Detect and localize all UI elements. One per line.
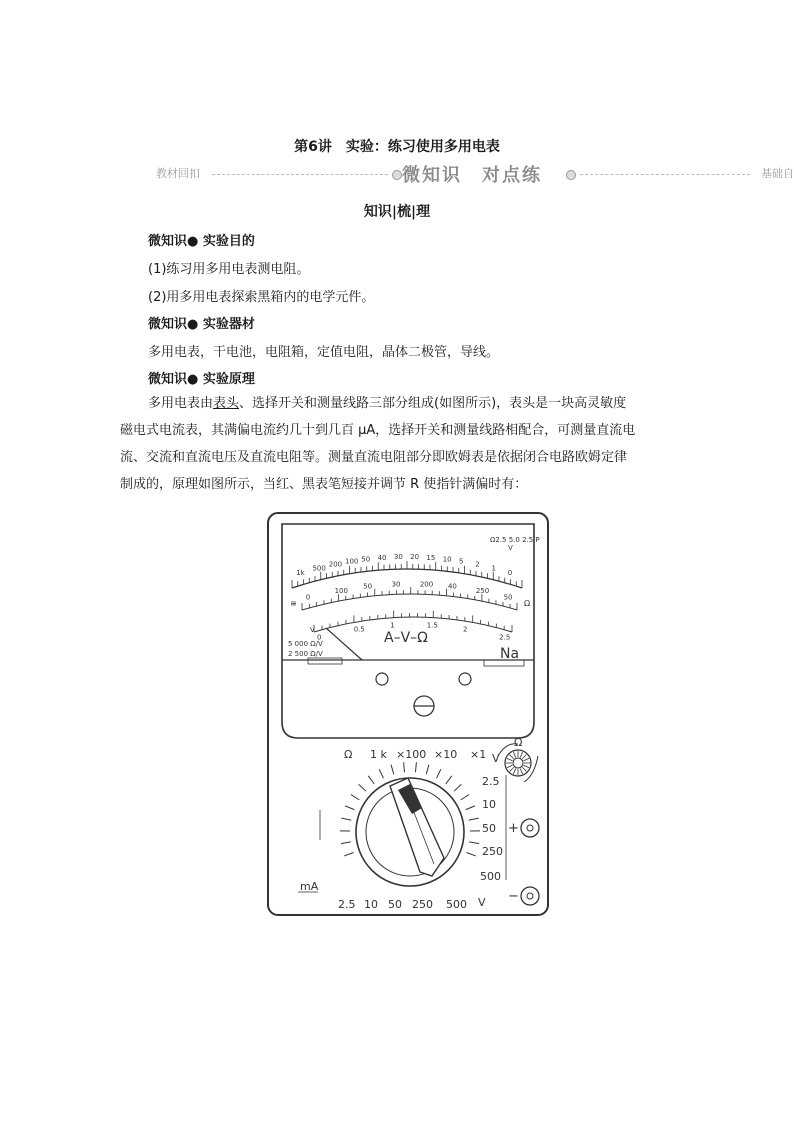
- scale-label: 0.5: [353, 625, 365, 634]
- selector-ray: [454, 784, 461, 791]
- range-bottom-labels: [300, 880, 486, 911]
- sensitivity-dc: 5 000 Ω/V: [288, 640, 323, 648]
- scale-label: 500: [312, 564, 326, 573]
- knob-tooth: [520, 769, 522, 775]
- dc-top-labels: Ω2.5 5.0 2.5 P: [490, 536, 540, 544]
- knob-tooth: [513, 752, 515, 758]
- scale-ticks: [292, 561, 522, 632]
- selector-ray: [351, 795, 359, 800]
- selector-ray: [341, 842, 351, 844]
- ohm-adjust-center: [513, 758, 523, 768]
- selector-ray: [469, 842, 479, 844]
- banner-right-text: 基础自: [761, 167, 794, 180]
- range-x10: ×10: [434, 748, 458, 761]
- scale-label: 1: [491, 564, 496, 573]
- scale-label: 100: [334, 586, 348, 595]
- principle-text: 、选择开关和测量线路三部分组成(如图所示)，表头是一块高灵敏度: [239, 396, 627, 411]
- scale-label: 40: [377, 553, 387, 562]
- knob-tooth: [507, 758, 513, 760]
- section-banner: [152, 163, 794, 185]
- ma-label: mA: [300, 880, 319, 893]
- ac-symbol: ≅: [290, 599, 297, 608]
- banner-dot-icon: [566, 170, 576, 180]
- scale-label: 50: [503, 593, 513, 602]
- range-right-250: 250: [482, 845, 503, 858]
- scale-label: 200: [328, 560, 343, 569]
- screw-left-icon: [376, 673, 388, 685]
- selector-ray: [446, 776, 452, 784]
- range-right-2-5: 2.5: [482, 775, 500, 788]
- ohm-adjust-label: Ω: [514, 736, 523, 749]
- banner-divider-right: [580, 174, 750, 176]
- scale-label: 20: [410, 553, 420, 562]
- purpose-item-1: (1)练习用多用电表测电阻。: [148, 262, 310, 277]
- jack-positive[interactable]: [521, 819, 539, 837]
- principle-line-2: 磁电式电流表，其满偏电流约几十到几百 μA，选择开关和测量线路相配合，可测量直流电: [120, 423, 636, 438]
- scale-label: 1k: [296, 569, 305, 578]
- range-right-10: 10: [482, 798, 496, 811]
- jack-plus-label: +: [508, 821, 519, 836]
- ohm-scale-labels: [296, 553, 512, 577]
- knob-tooth: [522, 755, 526, 759]
- knob-tooth: [510, 755, 514, 759]
- selector-ray: [379, 769, 383, 778]
- knob-tooth: [522, 767, 526, 771]
- ohm-adjust-teeth: [506, 751, 530, 775]
- multimeter-diagram: [262, 510, 552, 918]
- knob-tooth: [520, 752, 522, 758]
- principle-line-3: 流、交流和直流电压及直流电阻等。测量直流电阻部分即欧姆表是依据闭合电路欧姆定律: [120, 450, 628, 465]
- knob-tooth: [524, 765, 530, 767]
- banner-dot-icon: [392, 170, 402, 180]
- range-bottom-500: 500: [446, 898, 467, 911]
- page-title: 第6讲 实验：练习使用多用电表: [294, 139, 500, 155]
- range-right-50: 50: [482, 822, 496, 835]
- scale-label: 2: [475, 560, 480, 569]
- selector-ray: [466, 806, 475, 810]
- selector-ray: [426, 765, 429, 775]
- range-bottom-2-5: 2.5: [338, 898, 356, 911]
- screw-right-icon: [459, 673, 471, 685]
- scale-label: 0: [305, 593, 311, 602]
- principle-paragraph: [120, 390, 680, 498]
- range-bottom-250: 250: [412, 898, 433, 911]
- banner-left-text: 教材回扣: [156, 167, 200, 180]
- label-plate-left: [308, 658, 342, 664]
- range-right-labels: [480, 775, 503, 883]
- brand-label: Na: [500, 646, 520, 662]
- range-right-unit: V: [492, 752, 500, 765]
- range-top-labels: [344, 748, 500, 765]
- range-x1: ×1: [470, 748, 487, 761]
- selector-ray: [436, 769, 440, 778]
- ohm-end-label: Ω: [524, 599, 531, 608]
- selector-ray: [391, 765, 394, 775]
- scale-label: 200: [419, 580, 434, 589]
- scale-label: 0: [507, 569, 513, 578]
- range-bottom-50: 50: [388, 898, 402, 911]
- selector-ray: [466, 853, 475, 856]
- subsection-label-principle: 微知识● 实验原理: [148, 372, 255, 387]
- scale-label: 30: [393, 553, 403, 562]
- purpose-item-2: (2)用多用电表探索黑箱内的电学元件。: [148, 290, 375, 305]
- jack-positive-core: [527, 825, 533, 831]
- ac-scale-arc: [302, 594, 517, 610]
- meter-face-label: A–V–Ω: [384, 630, 428, 646]
- banner-divider-left: [212, 174, 388, 176]
- dc-top-unit: V: [508, 544, 513, 552]
- scale-label: 1.5: [426, 621, 438, 630]
- knob-tooth: [507, 765, 513, 767]
- underlined-term: 表头: [213, 396, 240, 411]
- subsection-label-equipment: 微知识● 实验器材: [148, 317, 255, 332]
- selector-pointer[interactable]: [390, 778, 444, 876]
- scale-label: 250: [475, 586, 490, 595]
- range-right-500: 500: [480, 870, 501, 883]
- scale-label: 30: [391, 580, 401, 589]
- subsection-label-purpose: 微知识● 实验目的: [148, 234, 255, 249]
- range-bottom-unit: V: [478, 896, 486, 909]
- selector-ray: [415, 762, 416, 772]
- equipment-text: 多用电表，干电池，电阻箱，定值电阻，晶体二极管，导线。: [148, 345, 500, 360]
- principle-text: 多用电表由: [148, 396, 214, 411]
- scale-label: 2: [462, 625, 468, 634]
- range-ohm: Ω: [344, 748, 353, 761]
- range-bottom-10: 10: [364, 898, 378, 911]
- scale-label: 50: [363, 582, 373, 591]
- selector-ray: [345, 806, 354, 810]
- selector-ray: [359, 784, 366, 791]
- jack-minus-label: −: [508, 889, 519, 904]
- knob-tooth: [510, 767, 514, 771]
- selector-ray: [469, 818, 479, 820]
- scale-label: 2.5: [499, 633, 511, 642]
- selector-ray: [461, 795, 469, 800]
- range-x100: ×100: [396, 748, 427, 761]
- scale-label: 5: [458, 557, 464, 566]
- section-heading: 知识|梳|理: [363, 204, 431, 220]
- selector-ray: [368, 776, 374, 784]
- knob-tooth: [524, 758, 530, 760]
- scale-label: 1: [390, 621, 395, 630]
- principle-line-4: 制成的，原理如图所示，当红、黑表笔短接并调节 R 使指针满偏时有：: [120, 477, 528, 492]
- jack-negative-core: [527, 893, 533, 899]
- v-left-label: V: [310, 626, 315, 634]
- scale-label: 15: [426, 553, 436, 562]
- scale-label: 100: [345, 557, 359, 566]
- knob-tooth: [513, 769, 515, 775]
- selector-ray: [344, 853, 353, 856]
- jack-negative[interactable]: [521, 887, 539, 905]
- selector-ray: [404, 762, 405, 772]
- scale-label: 50: [361, 555, 371, 564]
- scale-label: 0: [316, 633, 322, 642]
- scale-label: 40: [447, 582, 457, 591]
- sensitivity-ac: 2 500 Ω/V: [288, 650, 323, 658]
- banner-center-text: 微知识 对点练: [402, 165, 542, 186]
- selector-ray: [341, 818, 351, 820]
- scale-label: 10: [442, 555, 452, 564]
- range-1k: 1 k: [370, 748, 387, 761]
